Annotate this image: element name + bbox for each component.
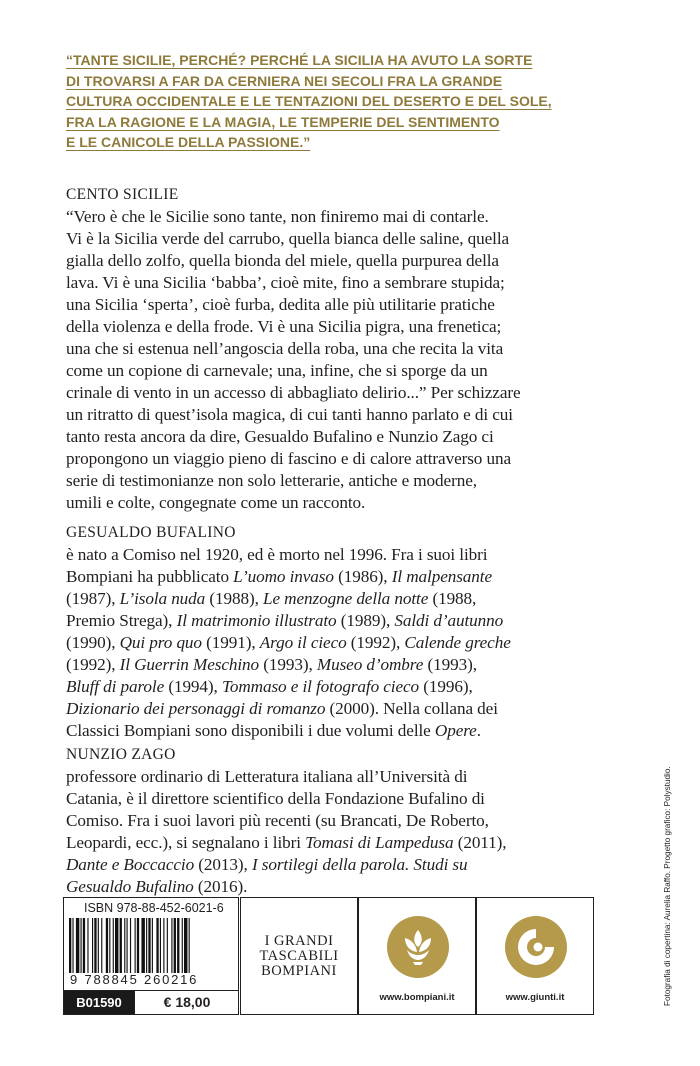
bio-line: Dizionario dei personaggi di romanzo (2000). Nella collana dei [66,699,498,718]
book-title: Il malpensante [391,567,492,586]
barcode-bars [67,918,235,973]
description-line: serie di testimonianze non solo letterarie, antiche e moderne, [66,471,477,490]
description-line: umili e colte, congegnate come un racconto. [66,493,366,512]
series-name: I GRANDI TASCABILI BOMPIANI [259,933,339,979]
product-code: B01590 [64,991,134,1014]
bio-line: è nato a Comiso nel 1920, ed è morto nel 1996. Fra i suoi libri [66,545,488,564]
bio-line: Comiso. Fra i suoi lavori più recenti (su Brancati, De Roberto, [66,811,489,830]
bompiani-panel [358,897,476,1015]
bio-line: Bompiani ha pubblicato L’uomo invaso (1986), Il malpensante [66,567,492,586]
book-description [66,184,566,514]
bompiani-logo-icon [387,916,449,978]
series-panel [240,897,358,1015]
book-title: Saldi d’autunno [394,611,504,630]
description-line: propongono un viaggio pieno di fascino e di calore attraverso una [66,449,512,468]
book-title: Calende greche [404,633,511,652]
photo-design-credit: Fotografia di copertina: Aurelia Raffo. Progetto grafico: Polystudio. [663,766,672,1006]
description-line: crinale di vento in un accesso di abbagliato delirio...” Per schizzare [66,383,521,402]
book-title: I sortilegi della parola. Studi su [251,855,468,874]
barcode-box [63,897,239,1015]
bio-line: Dante e Boccaccio (2013), I sortilegi della parola. Studi su [66,855,468,874]
book-title: Argo il cieco [259,633,347,652]
book-title: Dizionario dei personaggi di romanzo [66,699,326,718]
bio-line: Gesualdo Bufalino (2016). [66,877,248,896]
barcode-footer [64,990,238,1014]
book-title: Qui pro quo [119,633,202,652]
isbn-label: ISBN 978-88-452-6021-6 [84,901,224,915]
giunti-logo-icon [505,916,567,978]
description-line: un ritratto di quest’isola magica, di cui tanti hanno parlato e di cui [66,405,513,424]
quote-line: E LE CANICOLE DELLA PASSIONE.” [66,134,311,150]
description-line: Vi è la Sicilia verde del carrubo, quella bianca delle saline, quella [66,229,510,248]
description-line: una Sicilia ‘sperta’, cioè furba, dedita alle più utilitarie pratiche [66,295,495,314]
bio-line: Bluff di parole (1994), Tommaso e il fotografo cieco (1996), [66,677,473,696]
price-label: € 18,00 [134,991,239,1014]
bio-line: (1990), Qui pro quo (1991), Argo il cieco (1992), Calende greche [66,633,511,652]
description-line: della violenza e della frode. Vi è una Sicilia pigra, una frenetica; [66,317,502,336]
bio-line: Leopardi, ecc.), si segnalano i libri Tomasi di Lampedusa (2011), [66,833,507,852]
quote-line: “TANTE SICILIE, PERCHÉ? PERCHÉ LA SICILIA HA AVUTO LA SORTE [66,52,533,68]
description-line: una che si estenua nell’angoscia della roba, una che recita la vita [66,339,504,358]
barcode-digits: 9 788845 260216 [70,972,199,987]
book-title: L’uomo invaso [233,567,334,586]
quote-line: CULTURA OCCIDENTALE E LE TENTAZIONI DEL DESERTO E DEL SOLE, [66,93,552,109]
book-title: Opere [434,721,477,740]
author-bio-bufalino [66,522,566,742]
author-heading: GESUALDO BUFALINO [66,524,236,541]
book-title: Tomasi di Lampedusa [305,833,454,852]
author-bio-zago [66,744,566,898]
book-title: Museo d’ombre [316,655,424,674]
description-line: tanto resta ancora da dire, Gesualdo Bufalino e Nunzio Zago ci [66,427,494,446]
book-title: Le menzogne della notte [263,589,429,608]
book-title: Gesualdo Bufalino [66,877,194,896]
quote-line: DI TROVARSI A FAR DA CERNIERA NEI SECOLI FRA LA GRANDE [66,72,503,89]
giunti-url[interactable]: www.giunti.it [505,992,565,1003]
bio-line: (1987), L’isola nuda (1988), Le menzogne della notte (1988, [66,589,477,608]
book-title: Dante e Boccaccio [66,855,195,874]
giunti-panel [476,897,594,1015]
description-line: come un copione di carnevale; una, infine, che si sporge da un [66,361,488,380]
back-cover-quote [66,50,586,153]
book-title-heading: CENTO SICILIE [66,186,179,203]
bio-line: (1992), Il Guerrin Meschino (1993), Museo d’ombre (1993), [66,655,477,674]
book-title: Il matrimonio illustrato [176,611,337,630]
book-title: Il Guerrin Meschino [119,655,260,674]
book-title: L’isola nuda [119,589,206,608]
author-heading: NUNZIO ZAGO [66,746,176,763]
description-line: “Vero è che le Sicilie sono tante, non finiremo mai di contarle. [66,207,489,226]
description-line: gialla dello zolfo, quella bionda del miele, quella purpurea della [66,251,499,270]
quote-line: FRA LA RAGIONE E LA MAGIA, LE TEMPERIE DEL SENTIMENTO [66,113,500,130]
book-title: Tommaso e il fotografo cieco [221,677,420,696]
bompiani-url[interactable]: www.bompiani.it [379,992,455,1003]
bio-line: professore ordinario di Letteratura italiana all’Università di [66,767,468,786]
book-title: Bluff di parole [66,677,165,696]
bio-line: Catania, è il direttore scientifico della Fondazione Bufalino di [66,789,485,808]
bio-line: Premio Strega), Il matrimonio illustrato (1989), Saldi d’autunno [66,611,504,630]
description-line: lava. Vi è una Sicilia ‘babba’, cioè mite, fino a sembrare stupida; [66,273,505,292]
bio-line: Classici Bompiani sono disponibili i due volumi delle Opere. [66,721,481,740]
